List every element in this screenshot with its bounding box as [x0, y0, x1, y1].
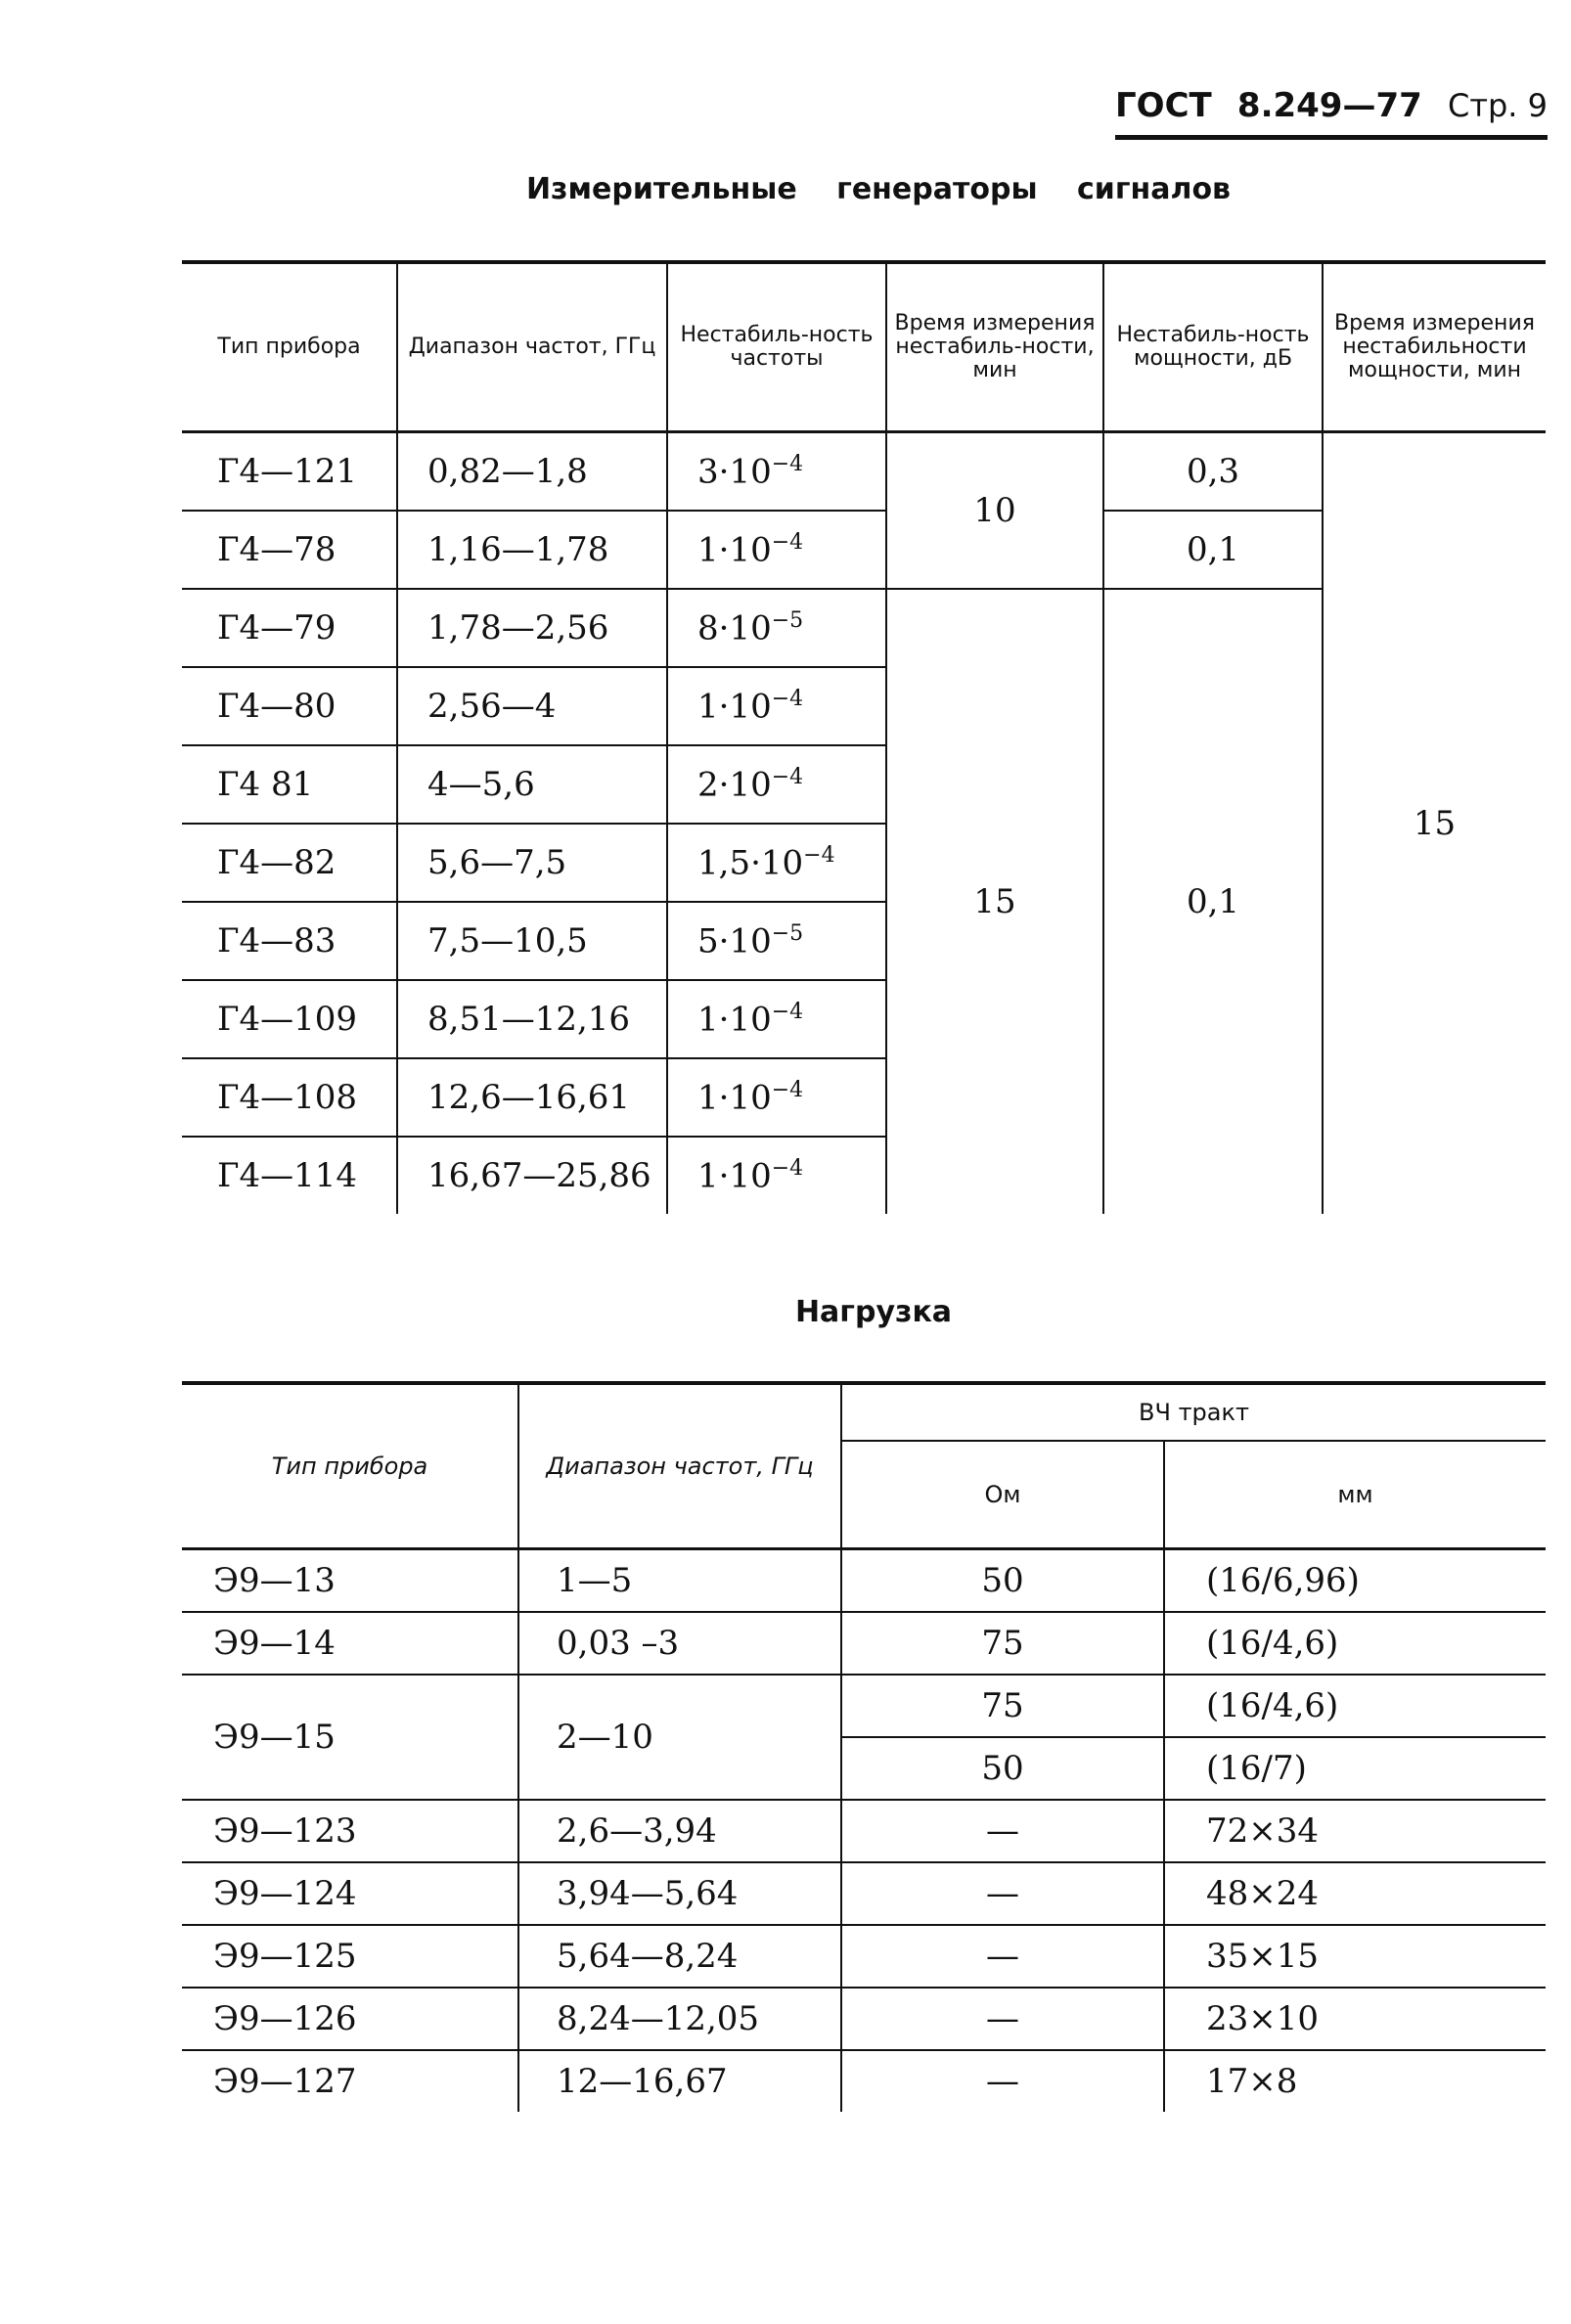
load-table: [182, 1381, 1546, 2112]
col-header-ohm: Ом: [841, 1441, 1164, 1549]
mantissa: 2·10: [697, 765, 772, 805]
table-row: [182, 432, 1546, 512]
device-type: Г4—121: [182, 432, 397, 512]
device-type: Г4 81: [182, 745, 397, 824]
device-type: Э9—13: [182, 1549, 518, 1613]
table-row: [182, 1549, 1546, 1613]
impedance: —: [841, 1988, 1164, 2050]
standard-number: 8.249—77: [1236, 86, 1422, 125]
freq-instability: [667, 824, 886, 902]
freq-instability: [667, 980, 886, 1058]
freq-instability: [667, 511, 886, 589]
size-mm: (16/6,96): [1164, 1549, 1546, 1613]
table-row: [182, 1862, 1546, 1925]
exponent: −4: [771, 1155, 804, 1181]
freq-instability: [667, 902, 886, 980]
freq-range: 16,67—25,86: [397, 1137, 667, 1214]
standard-label: ГОСТ: [1115, 86, 1212, 125]
device-type: Э9—14: [182, 1612, 518, 1675]
freq-range: 2,6—3,94: [518, 1800, 841, 1862]
power-time-cell: 15: [1323, 432, 1546, 1215]
freq-range: 12,6—16,61: [397, 1058, 667, 1137]
impedance: 50: [841, 1549, 1164, 1613]
freq-range: 0,03 –3: [518, 1612, 841, 1675]
exponent: −4: [771, 1077, 804, 1102]
freq-range: 2,56—4: [397, 667, 667, 745]
mantissa: 1·10: [697, 1078, 772, 1118]
mantissa: 1,5·10: [697, 843, 804, 883]
freq-range: 1—5: [518, 1549, 841, 1613]
device-type: Г4—82: [182, 824, 397, 902]
exponent: −4: [771, 451, 804, 476]
freq-range: 5,64—8,24: [518, 1925, 841, 1988]
generators-table: [182, 260, 1546, 1214]
device-type: Г4—109: [182, 980, 397, 1058]
device-type: Г4—79: [182, 589, 397, 667]
freq-instability: [667, 745, 886, 824]
freq-range: 5,6—7,5: [397, 824, 667, 902]
device-type: Г4—80: [182, 667, 397, 745]
mantissa: 3·10: [697, 452, 772, 492]
device-type: Э9—125: [182, 1925, 518, 1988]
freq-range: 0,82—1,8: [397, 432, 667, 512]
device-type: Э9—15: [182, 1675, 518, 1800]
device-type: Г4—78: [182, 511, 397, 589]
table-row: [182, 1925, 1546, 1988]
exponent: −5: [771, 920, 804, 946]
mantissa: 1·10: [697, 1156, 772, 1196]
freq-range: 12—16,67: [518, 2050, 841, 2112]
table-row: [182, 1612, 1546, 1675]
mantissa: 8·10: [697, 608, 772, 648]
mantissa: 1·10: [697, 1000, 772, 1040]
col-header-power-time: Время измерения нестабильности мощности, мин: [1323, 262, 1546, 432]
freq-instability: [667, 1058, 886, 1137]
load-table-title: Нагрузка: [794, 1295, 953, 1329]
exponent: −4: [803, 842, 835, 868]
device-type: Э9—127: [213, 2062, 357, 2101]
exponent: −4: [771, 686, 804, 711]
table-row: [182, 1800, 1546, 1862]
freq-time-cell: 15: [886, 589, 1103, 1214]
table-row: [182, 2050, 1546, 2112]
freq-range: 8,24—12,05: [518, 1988, 841, 2050]
power-instability-cell: 0,1: [1103, 589, 1323, 1214]
freq-range: 1,78—2,56: [397, 589, 667, 667]
mantissa: 1·10: [697, 530, 772, 570]
device-type: Г4—114: [217, 1156, 358, 1195]
freq-instability: [667, 589, 886, 667]
col-header-power-instability: Нестабиль-ность мощности, дБ: [1103, 262, 1323, 432]
freq-instability: [667, 667, 886, 745]
freq-range: 2—10: [518, 1675, 841, 1800]
exponent: −4: [771, 764, 804, 789]
size-mm: (16/4,6): [1164, 1675, 1546, 1737]
col-header-mm: мм: [1164, 1441, 1546, 1549]
power-instability-cell: 0,3: [1103, 432, 1323, 512]
generators-table-title: Измерительные генераторы сигналов: [525, 172, 1232, 206]
freq-range: 8,51—12,16: [397, 980, 667, 1058]
table-header-row: [182, 262, 1546, 432]
freq-range: 3,94—5,64: [518, 1862, 841, 1925]
device-type: Г4—108: [182, 1058, 397, 1137]
freq-instability: [667, 432, 886, 512]
col-header-freq-time: Время измерения нестабиль-ности, мин: [886, 262, 1103, 432]
size-mm: (16/7): [1164, 1737, 1546, 1800]
impedance: —: [841, 1862, 1164, 1925]
page-number: Стр. 9: [1447, 87, 1548, 124]
freq-instability: [667, 1137, 886, 1214]
col-header-type: Тип прибора: [182, 1383, 518, 1549]
impedance: —: [841, 1925, 1164, 1988]
impedance: —: [841, 1800, 1164, 1862]
impedance: 75: [841, 1612, 1164, 1675]
size-mm: (16/4,6): [1164, 1612, 1546, 1675]
freq-time-cell: 10: [886, 432, 1103, 590]
size-mm: 72×34: [1164, 1800, 1546, 1862]
impedance: —: [841, 2050, 1164, 2112]
device-type: Г4—83: [182, 902, 397, 980]
device-type: Э9—126: [182, 1988, 518, 2050]
mantissa: 5·10: [697, 921, 772, 961]
impedance: 75: [841, 1675, 1164, 1737]
freq-range: 1,16—1,78: [397, 511, 667, 589]
table-row: [182, 1675, 1546, 1737]
exponent: −5: [771, 607, 804, 633]
size-mm: 48×24: [1164, 1862, 1546, 1925]
freq-range: 7,5—10,5: [397, 902, 667, 980]
size-mm: 17×8: [1164, 2050, 1546, 2112]
table-row: [182, 1988, 1546, 2050]
col-header-range: Диапазон частот, ГГц: [518, 1383, 841, 1549]
exponent: −4: [771, 999, 804, 1024]
device-type: Э9—124: [182, 1862, 518, 1925]
table-header-row: [182, 1383, 1546, 1441]
exponent: −4: [771, 529, 804, 555]
device-type: Э9—123: [182, 1800, 518, 1862]
page-header: [1115, 86, 1548, 140]
col-header-freq-instability: Нестабиль-ность частоты: [667, 262, 886, 432]
mantissa: 1·10: [697, 687, 772, 727]
col-header-type: Тип прибора: [182, 262, 397, 432]
col-header-range: Диапазон частот, ГГц: [397, 262, 667, 432]
freq-range: 4—5,6: [397, 745, 667, 824]
impedance: 50: [841, 1737, 1164, 1800]
size-mm: 35×15: [1164, 1925, 1546, 1988]
size-mm: 23×10: [1164, 1988, 1546, 2050]
power-instability-cell: 0,1: [1103, 511, 1323, 589]
col-header-rf-path: ВЧ тракт: [841, 1383, 1546, 1441]
